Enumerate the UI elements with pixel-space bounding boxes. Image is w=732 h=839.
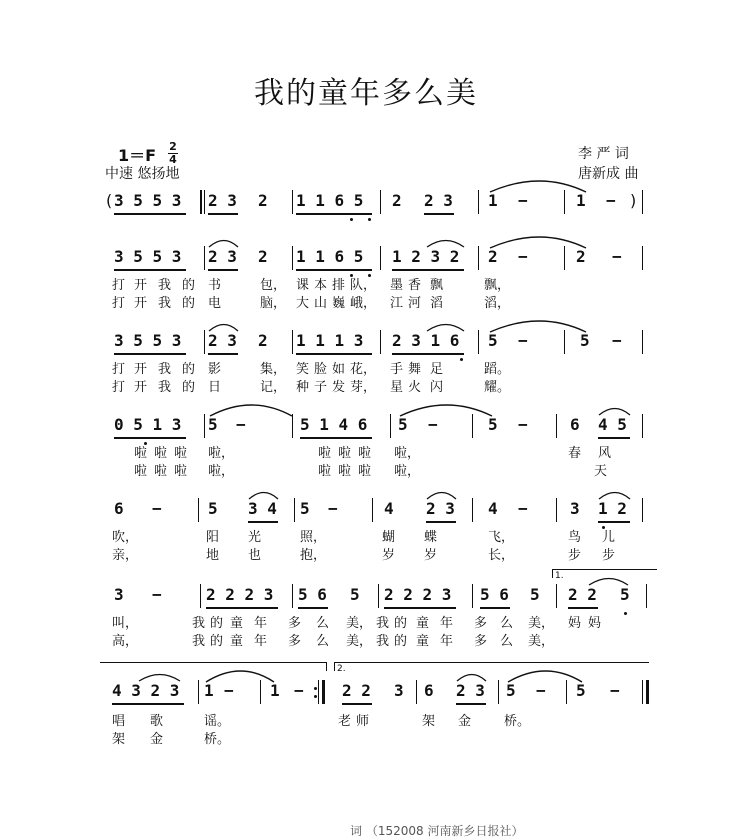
note-group: − <box>152 499 162 518</box>
note-group: 5 <box>300 499 310 518</box>
note-group: 2 3 <box>426 499 455 518</box>
score-line-4 <box>0 414 732 438</box>
note-group: ( <box>106 191 113 210</box>
note-group: 1 <box>270 681 280 700</box>
note-group: 3 4 <box>248 499 277 518</box>
note-group: 4 3 2 3 <box>112 681 180 700</box>
note-group: − <box>612 247 622 266</box>
note-group: 1 <box>488 191 498 210</box>
note-group: 0 5 1 3 <box>114 415 182 434</box>
note-group: 5 <box>506 681 516 700</box>
note-group: − <box>224 681 234 700</box>
note-group: − <box>328 499 338 518</box>
note-group: 3 <box>114 585 124 604</box>
note-group: 6 <box>424 681 434 700</box>
note-group: 2 3 <box>208 331 237 350</box>
note-group: 3 5 5 3 <box>114 191 182 210</box>
note-group: 2 <box>258 191 268 210</box>
note-group: − <box>428 415 438 434</box>
note-group: 2 <box>576 247 586 266</box>
note-group: 5 <box>350 585 360 604</box>
note-group: 2 2 2 3 <box>206 585 274 604</box>
note-group: 5 6 <box>298 585 327 604</box>
note-group: − <box>612 331 622 350</box>
note-group: 2 <box>488 247 498 266</box>
note-group: 4 <box>488 499 498 518</box>
volta-second-ending <box>334 662 649 674</box>
note-group: 1 1 6 5 <box>296 247 364 266</box>
note-group: 2 3 1 6 <box>392 331 460 350</box>
song-title: 我的童年多么美 <box>254 76 478 111</box>
note-group: ) <box>630 191 637 210</box>
note-group: 5 <box>580 331 590 350</box>
note-group: 2 2 <box>342 681 371 700</box>
score-line-3 <box>0 330 732 354</box>
volta-label: 1. <box>555 571 564 581</box>
note-group: 4 <box>384 499 394 518</box>
note-group: 5 <box>208 499 218 518</box>
note-group: − <box>236 415 246 434</box>
note-group: 1 1 1 3 <box>296 331 364 350</box>
note-group: − <box>294 681 304 700</box>
note-group: 6 <box>114 499 124 518</box>
note-group: 2 3 <box>424 191 453 210</box>
note-group: − <box>606 191 616 210</box>
source-credit: 词 （152008 河南新乡日报社） <box>350 824 524 838</box>
volta-label: 2. <box>337 664 346 674</box>
note-group: 3 5 5 3 <box>114 247 182 266</box>
score-line-2 <box>0 246 732 270</box>
score-line-5 <box>0 498 732 522</box>
note-group: 5 <box>620 585 630 604</box>
note-group: 5 6 <box>480 585 509 604</box>
score-line-6 <box>0 584 732 608</box>
note-group: 3 5 5 3 <box>114 331 182 350</box>
note-group: − <box>518 247 528 266</box>
note-group: − <box>518 331 528 350</box>
note-group: − <box>518 499 528 518</box>
time-sig-top: 2 <box>169 140 177 153</box>
note-group: − <box>610 681 620 700</box>
note-group: 5 <box>488 331 498 350</box>
score-line-7 <box>0 680 732 704</box>
note-group: 5 <box>488 415 498 434</box>
note-group: 4 5 <box>598 415 627 434</box>
tempo-marking: 中速 悠扬地 <box>105 166 180 182</box>
note-group: 2 2 2 3 <box>384 585 452 604</box>
note-group: 2 <box>258 247 268 266</box>
note-group: 5 <box>398 415 408 434</box>
note-group: 5 <box>576 681 586 700</box>
note-group: 2 3 <box>456 681 485 700</box>
note-group: 1 2 <box>598 499 627 518</box>
note-group: 3 <box>394 681 404 700</box>
note-group: 5 <box>208 415 218 434</box>
note-group: − <box>518 191 528 210</box>
lyricist-credit: 李 严 词 <box>578 146 629 162</box>
note-group: 2 2 <box>568 585 597 604</box>
note-group: 1 1 6 5 <box>296 191 364 210</box>
key-signature: 1＝F <box>118 146 157 165</box>
composer-credit: 唐新成 曲 <box>578 166 639 182</box>
note-group: 1 <box>576 191 586 210</box>
note-group: 6 <box>570 415 580 434</box>
score-line-1 <box>0 190 732 214</box>
note-group: − <box>152 585 162 604</box>
note-group: 3 <box>570 499 580 518</box>
note-group: 2 3 <box>208 247 237 266</box>
note-group: 5 1 4 6 <box>300 415 368 434</box>
time-signature <box>168 142 178 165</box>
note-group: − <box>536 681 546 700</box>
note-group: − <box>518 415 528 434</box>
time-sig-bottom: 4 <box>169 153 177 166</box>
note-group: 2 <box>392 191 402 210</box>
note-group: 5 <box>530 585 540 604</box>
note-group: 1 2 3 2 <box>392 247 460 266</box>
note-group: 1 <box>204 681 214 700</box>
note-group: 2 3 <box>208 191 237 210</box>
note-group: 2 <box>258 331 268 350</box>
